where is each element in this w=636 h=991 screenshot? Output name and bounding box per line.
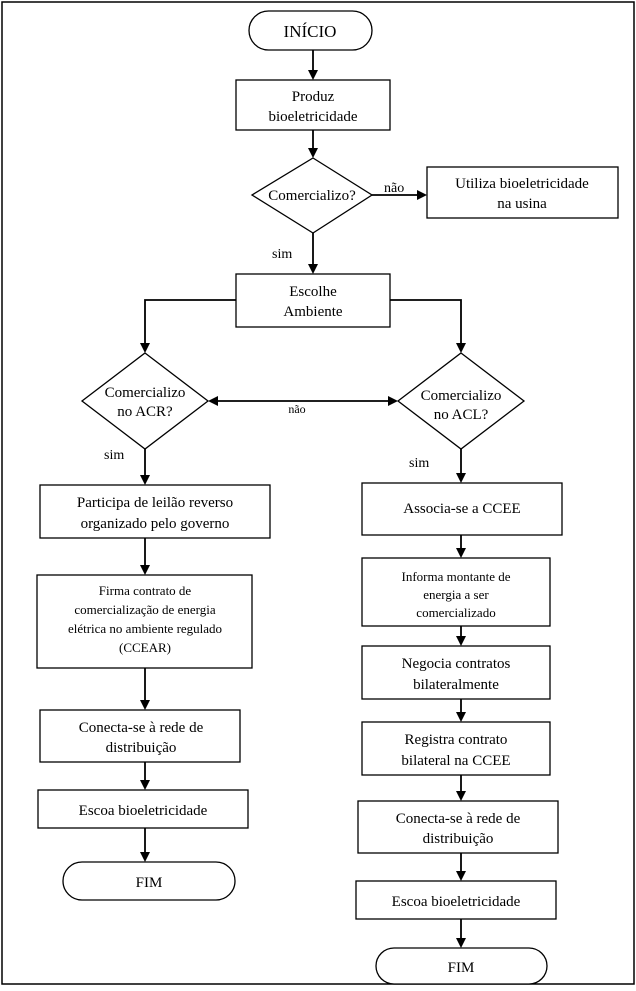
acr-step-1-line-1: Participa de leilão reverso: [76, 495, 234, 511]
arrowhead: [140, 852, 150, 862]
acr-step-2-line-1: Firma contrato de: [98, 583, 192, 598]
arrowhead: [456, 548, 466, 558]
decision-acl-line-1: Comercializo: [420, 388, 502, 404]
arrowhead: [140, 700, 150, 710]
arrowhead: [456, 791, 466, 801]
arrowhead: [308, 70, 318, 80]
arrowhead: [140, 343, 150, 353]
acr-step-2-line-3: elétrica no ambiente regulado: [67, 621, 223, 636]
arrowhead: [456, 343, 466, 353]
acl-step-3-line-2: bilateralmente: [413, 677, 499, 693]
decision-sell-label: Comercializo?: [268, 188, 356, 204]
arrowhead: [456, 938, 466, 948]
arrowhead: [308, 148, 318, 158]
arrowhead: [388, 396, 398, 406]
arrowhead: [140, 565, 150, 575]
arrowhead: [456, 712, 466, 722]
acl-step-1-line-1: Associa-se a CCEE: [403, 501, 521, 517]
choose-env-line-1: Escolhe: [289, 284, 337, 300]
connector-choose-acr: [145, 300, 236, 344]
produce-line-2: bioeletricidade: [268, 109, 358, 125]
acl-step-5-line-2: distribuição: [422, 831, 494, 847]
label-no-mid: não: [288, 402, 306, 416]
connector-choose-acl: [390, 300, 461, 344]
arrowhead: [140, 780, 150, 790]
acr-step-1-line-2: organizado pelo governo: [80, 516, 230, 532]
start-label: INÍCIO: [283, 22, 337, 41]
arrowhead: [308, 264, 318, 274]
label-yes-acl: sim: [409, 456, 430, 471]
acl-step-2-line-1: Informa montante de: [401, 569, 511, 584]
acl-step-2-line-2: energia a ser: [423, 587, 489, 602]
label-yes-acr: sim: [104, 448, 125, 463]
produce-line-1: Produz: [291, 89, 335, 105]
acl-step-4-line-1: Registra contrato: [404, 732, 508, 748]
label-no-top: não: [384, 181, 405, 196]
choose-env-line-2: Ambiente: [283, 304, 343, 320]
decision-acr-line-2: no ACR?: [117, 404, 173, 420]
acl-step-4-line-2: bilateral na CCEE: [401, 753, 511, 769]
arrowhead: [456, 871, 466, 881]
acr-step-3-line-1: Conecta-se à rede de: [78, 720, 204, 736]
decision-acl-line-2: no ACL?: [433, 407, 489, 423]
arrowhead: [208, 396, 218, 406]
acr-step-2-line-4: (CCEAR): [119, 640, 171, 655]
acl-step-5-line-1: Conecta-se à rede de: [395, 811, 521, 827]
decision-acr-line-1: Comercializo: [104, 385, 186, 401]
use-at-plant-line-2: na usina: [497, 196, 547, 212]
acl-step-2-line-3: comercializado: [416, 605, 496, 620]
use-at-plant-line-1: Utiliza bioeletricidade: [455, 176, 589, 192]
acr-step-2-line-2: comercialização de energia: [74, 602, 216, 617]
arrowhead: [456, 636, 466, 646]
acl-step-6-line-1: Escoa bioeletricidade: [391, 894, 521, 910]
arrowhead: [140, 475, 150, 485]
label-yes-top: sim: [272, 247, 293, 262]
acl-end-label: FIM: [447, 960, 475, 976]
decision-acr-diamond: [82, 353, 208, 449]
acr-step-3-line-2: distribuição: [105, 740, 177, 756]
acl-step-3-line-1: Negocia contratos: [401, 656, 511, 672]
acr-end-label: FIM: [135, 875, 163, 891]
arrowhead: [456, 473, 466, 483]
acr-step-4-line-1: Escoa bioeletricidade: [78, 803, 208, 819]
arrowhead: [417, 190, 427, 200]
